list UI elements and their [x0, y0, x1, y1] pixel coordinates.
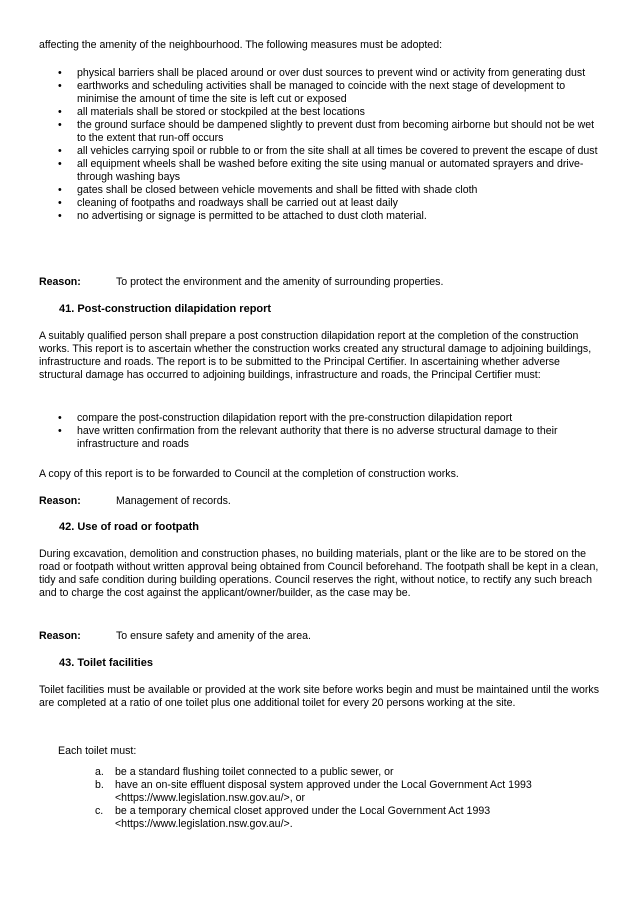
reason-label: Reason:: [39, 630, 81, 642]
toilet-requirements-list: [95, 766, 605, 831]
dust-measures-list: [58, 67, 603, 223]
reason-text: To protect the environment and the amenity of surrounding properties.: [116, 276, 444, 288]
dilapidation-checks-list: [58, 412, 603, 451]
list-item: • the ground surface should be dampened slightly to prevent dust from becoming airborne but should not be wet to the extent that run-off occurs: [58, 119, 595, 144]
bullet-icon: •: [58, 197, 62, 209]
list-item: • cleaning of footpaths and roadways shall be carried out at least daily: [58, 197, 398, 209]
list-item: • physical barriers shall be placed around or over dust sources to prevent wind or activity from generating dust: [58, 67, 586, 79]
section-heading: 41. Post-construction dilapidation report: [59, 303, 272, 315]
list-item: b. have an on-site effluent disposal system approved under the Local Government Act 1993 <https://www.legislation.nsw.gov.au/>, or: [95, 779, 532, 804]
section-body: Toilet facilities must be available or provided at the work site before works begin and must be maintained until the works are completed at a ratio of one toilet plus one additional toilet for every 20 persons working at the site.: [39, 684, 599, 709]
bullet-icon: •: [58, 412, 62, 424]
bullet-icon: •: [58, 119, 62, 131]
each-toilet-intro: Each toilet must:: [58, 745, 137, 757]
bullet-icon: •: [58, 184, 62, 196]
list-item: • all materials shall be stored or stockpiled at the best locations: [58, 106, 365, 118]
reason-label: Reason:: [39, 276, 81, 288]
list-item: • all equipment wheels shall be washed before exiting the site using manual or automated sprayers and drive-through washing bays: [58, 158, 584, 183]
copy-note: A copy of this report is to be forwarded to Council at the completion of construction works.: [39, 468, 459, 480]
section-heading: 42. Use of road or footpath: [59, 521, 199, 533]
bullet-icon: •: [58, 158, 62, 170]
reason-text: To ensure safety and amenity of the area.: [116, 630, 311, 642]
bullet-icon: •: [58, 145, 62, 157]
bullet-icon: •: [58, 106, 62, 118]
list-item: a. be a standard flushing toilet connected to a public sewer, or: [95, 766, 394, 778]
reason-text: Management of records.: [116, 495, 231, 507]
intro-paragraph: affecting the amenity of the neighbourhood. The following measures must be adopted:: [39, 39, 443, 51]
section-body: A suitably qualified person shall prepare a post construction dilapidation report at the completion of the construction works. This report is to ascertain whether the construction works created any structural damage to adjoining buildings, infrastructure and roads. The report is to be submitted to the Principal Certifier. In ascertaining whether adverse structural damage has occurred to adjoining buildings, infrastructure and roads, the Principal Certifier must:: [39, 330, 592, 381]
list-item: • no advertising or signage is permitted to be attached to dust cloth material.: [58, 210, 427, 222]
section-heading: 43. Toilet facilities: [59, 657, 153, 669]
list-item: • earthworks and scheduling activities shall be managed to coincide with the next stage of development to minimise the amount of time the site is left cut or exposed: [58, 80, 566, 105]
bullet-icon: •: [58, 67, 62, 79]
list-item: • gates shall be closed between vehicle movements and shall be fitted with shade cloth: [58, 184, 478, 196]
list-item: • all vehicles carrying spoil or rubble to or from the site shall at all times be covered to prevent the escape of dust: [58, 145, 598, 157]
list-item: • compare the post-construction dilapidation report with the pre-construction dilapidation report: [58, 412, 513, 424]
list-item: c. be a temporary chemical closet approved under the Local Government Act 1993 <https://www.legislation.nsw.gov.au/>.: [95, 805, 491, 830]
bullet-icon: •: [58, 80, 62, 92]
list-item: • have written confirmation from the relevant authority that there is no adverse structural damage to their infrastructure and roads: [58, 425, 558, 450]
bullet-icon: •: [58, 425, 62, 437]
bullet-icon: •: [58, 210, 62, 222]
section-body: During excavation, demolition and construction phases, no building materials, plant or the like are to be stored on the road or footpath without written approval being obtained from Council beforehand. The footpath shall be kept in a clean, tidy and safe condition during building operations. Council reserves the right, without notice, to rectify any such breach and to charge the cost against the applicant/owner/builder, as the case may be.: [39, 548, 599, 599]
reason-label: Reason:: [39, 495, 81, 507]
